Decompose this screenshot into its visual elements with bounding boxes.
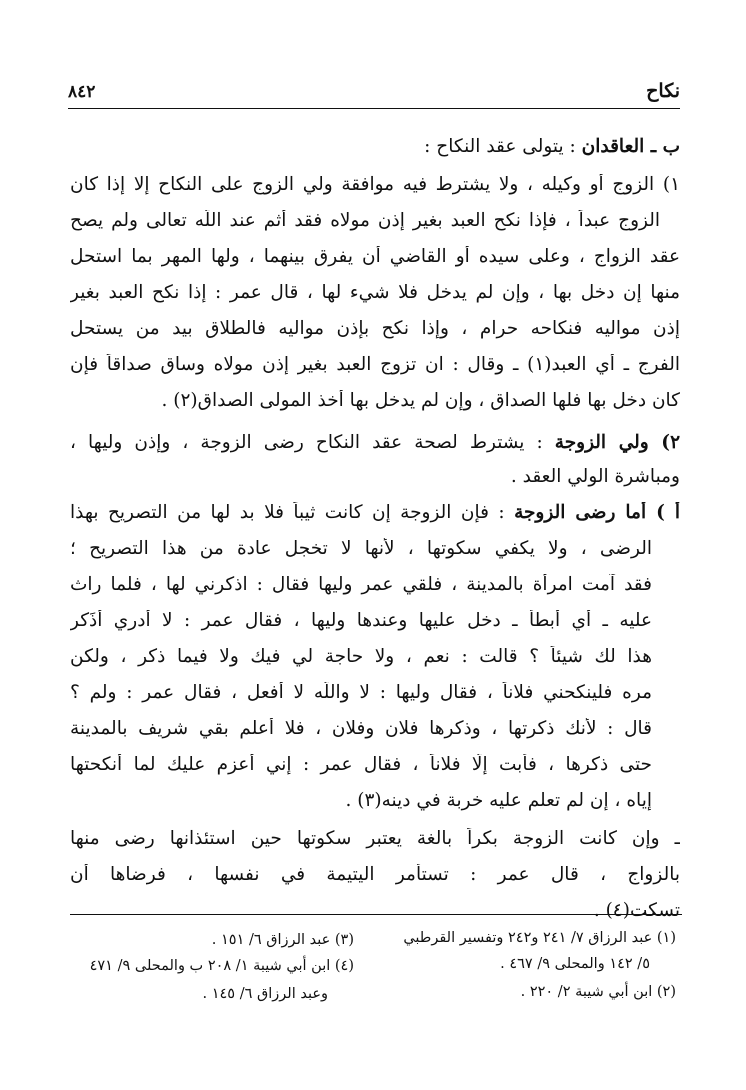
body-line: [70, 790, 680, 811]
body-line: [70, 174, 680, 195]
body-line: [70, 318, 680, 339]
body-line: [70, 136, 680, 157]
line-text: تسكت(٤) .: [593, 900, 680, 921]
line-text: عليه ـ أي أبطأ ـ دخل عليها وعندها وليها ، فقال عمر : لا أدري أذَكر: [70, 610, 652, 631]
body-line: [70, 246, 680, 267]
line-text: إياه ، إن لم تعلم عليه خربة في دينه(٣) .: [345, 790, 652, 811]
bold-heading: ٢) ولي الزوجة: [554, 432, 680, 453]
body-line: [70, 210, 680, 231]
line-text: بالزواج ، قال عمر : تستأمر اليتيمة في نفسها ، فرضاها أن: [70, 864, 680, 885]
footnote-left: (٣) عبد الرزاق ٦/ ١٥١ .: [211, 932, 354, 948]
body-line: [70, 538, 680, 559]
line-text: عقد الزواج ، وعلى سيده أو القاضي أن يفرق بينهما ، ولها المهر بما استحل: [70, 246, 680, 267]
footnote-rule: [70, 914, 682, 915]
line-text: الرضى ، ولا يكفي سكوتها ، لأنها لا تخجل عادة من هذا التصريح ؛: [70, 538, 652, 559]
page-number: ٨٤٢: [68, 82, 96, 102]
line-text: منها إن دخل بها ، وإن لم يدخل فلا شيء لها ، قال عمر : إذا نكح العبد بغير: [70, 282, 680, 303]
page-header: [68, 80, 680, 106]
line-text: كان دخل بها فلها الصداق ، وإن لم يدخل بها أخذ المولى الصداق(٢) .: [161, 390, 680, 411]
footnote-right: ٥/ ١٤٢ والمحلى ٩/ ٤٦٧ .: [500, 956, 650, 972]
footnote-right: (١) عبد الرزاق ٧/ ٢٤١ و٢٤٢ وتفسير القرطبي: [403, 930, 676, 946]
body-line: [70, 900, 680, 921]
body-line: [70, 502, 680, 523]
body-line: [70, 466, 680, 487]
footnote-left: (٤) ابن أبي شيبة ١/ ٢٠٨ ب والمحلى ٩/ ٤٧١: [89, 958, 354, 974]
body-line: [70, 646, 680, 667]
line-text: ومباشرة الولي العقد .: [510, 466, 680, 487]
body-line: [70, 718, 680, 739]
header-rule: [68, 108, 680, 109]
line-text: مره فلينكحني فلاناً ، فقال وليها : لا واللّه لا أفعل ، فقال عمر : ولم ؟: [70, 682, 652, 703]
line-text: : يشترط لصحة عقد النكاح رضى الزوجة ، وإذن وليها ،: [70, 432, 555, 453]
body-line: [70, 754, 680, 775]
bold-heading: أ ) أما رضى الزوجة: [514, 502, 680, 523]
body-line: [70, 354, 680, 375]
footnote-right: (٢) ابن أبي شيبة ٢/ ٢٢٠ .: [520, 984, 676, 1000]
line-text: الفرج ـ أي العبد(١) ـ وقال : ان تزوج العبد بغير إذن مولاه وساق صداقاً فإن: [70, 354, 680, 375]
line-text: : يتولى عقد النكاح :: [424, 136, 582, 157]
line-text: هذا لك شيئاً ؟ قالت : نعم ، ولا حاجة لي فيك ولا فيما ذكر ، ولكن: [70, 646, 652, 667]
body-line: [70, 282, 680, 303]
line-text: ١) الزوج أو وكيله ، ولا يشترط فيه موافقة ولي الزوج على النكاح إلا إذا كان: [70, 174, 680, 195]
body-line: [70, 610, 680, 631]
line-text: إذن مواليه فنكاحه حرام ، وإذا نكح بإذن مواليه فالطلاق بيد من يستحل: [70, 318, 680, 339]
line-text: ـ وإن كانت الزوجة بكراً بالغة يعتبر سكوتها حين استئذانها رضى منها: [70, 828, 680, 849]
line-text: قال : لأنك ذكرتها ، وذكرها فلان وفلان ، فلا أعلم بقي شريف بالمدينة: [70, 718, 652, 739]
body-line: [70, 574, 680, 595]
running-title: نكاح: [646, 80, 680, 102]
line-text: فقد آمت امرأة بالمدينة ، فلقي عمر وليها فقال : اذكرني لها ، فلما راث: [70, 574, 652, 595]
body-line: [70, 682, 680, 703]
line-text: الزوج عبداً ، فإذا نكح العبد بغير إذن مولاه فقد أثم عند اللّه تعالى ولم يصح: [70, 210, 660, 231]
footnote-left: وعبد الرزاق ٦/ ١٤٥ .: [202, 986, 328, 1002]
bold-heading: ب ـ العاقدان: [581, 136, 680, 157]
line-text: : فإن الزوجة إن كانت ثيباً فلا بد لها من التصريح بهذا: [70, 502, 515, 523]
line-text: حتى ذكرها ، فأبت إلّا فلاناً ، فقال عمر : إني أعزم عليك لما أنكحتها: [70, 754, 652, 775]
body-line: [70, 432, 680, 453]
body-line: [70, 864, 680, 885]
body-line: [70, 828, 680, 849]
body-line: [70, 390, 680, 411]
